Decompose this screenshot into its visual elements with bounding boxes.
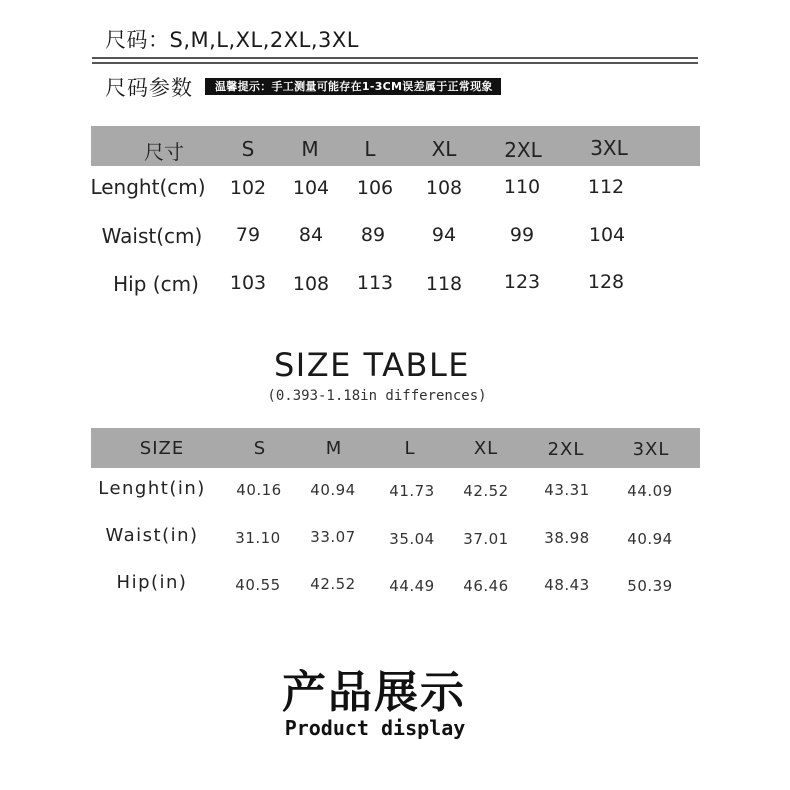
size-table-subtitle: (0.393-1.18in differences)	[267, 388, 487, 404]
table-cell: 94	[431, 224, 457, 246]
cm-header-2xl: 2XL	[504, 138, 542, 162]
measurement-tip-badge: 温馨提示：手工测量可能存在1-3CM误差属于正常现象	[205, 78, 501, 95]
table-cell: 89	[360, 224, 386, 246]
in-header-s: S	[253, 438, 267, 459]
size-params-title: 尺码参数	[105, 76, 193, 100]
row-label: Waist(cm)	[101, 224, 203, 248]
row-label: Lenght(cm)	[90, 175, 206, 199]
table-cell: 42.52	[463, 482, 509, 500]
in-header-l: L	[404, 438, 416, 459]
cm-header-l: L	[364, 137, 376, 161]
cm-header-m: M	[301, 137, 319, 161]
table-cell: 41.73	[389, 482, 435, 500]
size-table-title: SIZE TABLE	[273, 346, 471, 384]
row-label: Hip (cm)	[113, 272, 199, 296]
table-cell: 112	[587, 176, 625, 198]
in-header-m: M	[325, 438, 343, 459]
in-header-2xl: 2XL	[547, 439, 585, 460]
table-cell: 104	[292, 177, 330, 199]
table-cell: 44.49	[389, 577, 435, 595]
table-cell: 110	[503, 176, 541, 198]
table-cell: 103	[229, 272, 267, 294]
table-cell: 31.10	[235, 529, 281, 547]
divider-top	[92, 57, 698, 59]
cm-header-xl: XL	[431, 137, 457, 161]
table-cell: 128	[587, 271, 625, 293]
table-cell: 46.46	[463, 577, 509, 595]
table-cell: 44.09	[627, 482, 673, 500]
table-cell: 42.52	[310, 575, 356, 593]
table-cell: 48.43	[544, 576, 590, 594]
table-cell: 108	[425, 177, 463, 199]
table-cell: 50.39	[627, 577, 673, 595]
table-cell: 33.07	[310, 528, 356, 546]
product-display-title: 产品展示	[282, 667, 466, 718]
table-cell: 40.16	[236, 481, 282, 499]
cm-header-3xl: 3XL	[590, 136, 628, 160]
table-cell: 99	[509, 224, 535, 246]
table-cell: 102	[229, 177, 267, 199]
in-header-3xl: 3XL	[632, 439, 670, 460]
table-cell: 113	[356, 272, 394, 294]
table-cell: 40.94	[627, 530, 673, 548]
table-cell: 40.55	[235, 576, 281, 594]
product-display-subtitle: Product display	[284, 716, 466, 740]
row-label: Hip(in)	[116, 572, 188, 593]
table-cell: 104	[588, 224, 626, 246]
in-header-label: SIZE	[139, 438, 185, 459]
cm-header-label: 尺寸	[144, 140, 184, 164]
table-cell: 43.31	[544, 481, 590, 499]
divider-bottom	[92, 62, 698, 64]
table-cell: 40.94	[310, 481, 356, 499]
table-cell: 84	[298, 224, 324, 246]
cm-header-s: S	[241, 137, 255, 161]
row-label: Lenght(in)	[98, 478, 206, 499]
row-label: Waist(in)	[105, 525, 199, 546]
sizes-line: 尺码：S,M,L,XL,2XL,3XL	[105, 28, 360, 52]
in-header-xl: XL	[473, 438, 499, 459]
table-cell: 37.01	[463, 530, 509, 548]
table-cell: 106	[356, 177, 394, 199]
table-cell: 123	[503, 271, 541, 293]
table-cell: 118	[425, 273, 463, 295]
table-cell: 38.98	[544, 529, 590, 547]
table-cell: 79	[235, 224, 261, 246]
table-cell: 35.04	[389, 530, 435, 548]
table-cell: 108	[292, 273, 330, 295]
